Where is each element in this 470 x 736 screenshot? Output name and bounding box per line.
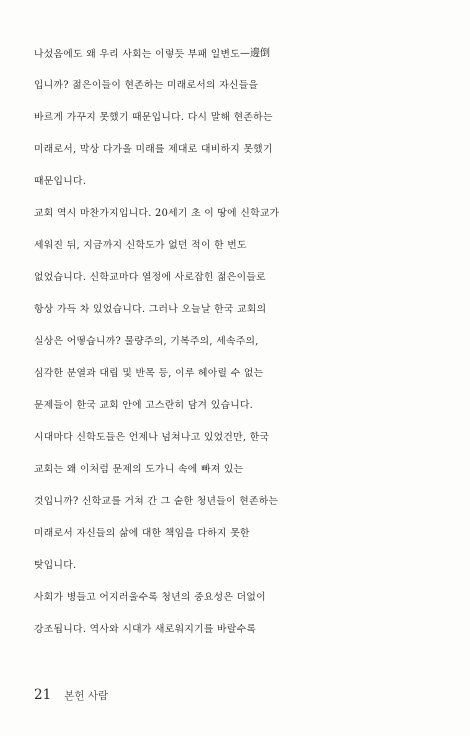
text-line-5: 때문입니다. xyxy=(34,176,87,187)
text-line-14: 교회는 왜 이처럼 문제의 도가니 속에 빠져 있는 xyxy=(34,464,244,475)
text-line-15: 것입니까? 신학교를 거쳐 간 그 숱한 청년들이 현존하는 xyxy=(34,496,279,507)
body-text xyxy=(34,38,444,646)
text-line-7: 세워진 뒤, 지금까지 신학도가 없던 적이 한 번도 xyxy=(34,240,247,251)
text-line-9: 항상 가득 차 있었습니다. 그러나 오늘날 한국 교회의 xyxy=(34,304,267,315)
text-line-18: 사회가 병들고 어지러울수록 청년의 중요성은 더없이 xyxy=(34,592,266,603)
text-line-8: 없었습니다. 신학교마다 열정에 사로잡힌 젊은이들로 xyxy=(34,272,266,283)
text-line-17: 탓입니다. xyxy=(34,560,77,571)
text-line-1: 나섰음에도 왜 우리 사회는 이렇듯 부패 일변도—邊倒 xyxy=(34,48,270,60)
running-title: 본헌 사람 xyxy=(64,690,109,702)
text-line-13: 시대마다 신학도들은 언제나 넘쳐나고 있었건만, 한국 xyxy=(34,432,270,443)
hanja-gloss: —邊倒 xyxy=(240,48,270,59)
text-line-19: 강조됩니다. 역사와 시대가 새로워지기를 바랄수록 xyxy=(34,624,257,635)
text-line-10: 실상은 어떻습니까? 물량주의, 기복주의, 세속주의, xyxy=(34,336,259,347)
text-line-3: 바르게 가꾸지 못했기 때문입니다. 다시 말해 현존하는 xyxy=(34,112,273,123)
text-line-11: 심각한 분열과 대립 및 반목 등, 이루 헤아릴 수 없는 xyxy=(34,368,264,379)
text-line-4: 미래로서, 막상 다가올 미래를 제대로 대비하지 못했기 xyxy=(34,144,273,155)
text-line-16: 미래로서 자신들의 삶에 대한 책임을 다하지 못한 xyxy=(34,528,250,539)
text-line-2: 입니까? 젊은이들이 현존하는 미래로서의 자신들을 xyxy=(34,80,259,91)
page-number: 21 xyxy=(34,687,52,703)
text-line-6: 교회 역시 마찬가지입니다. 20세기 초 이 땅에 신학교가 xyxy=(34,208,280,219)
text-line-12: 문제들이 한국 교회 안에 고스란히 담겨 있습니다. xyxy=(34,400,254,411)
page-footer xyxy=(34,684,108,704)
